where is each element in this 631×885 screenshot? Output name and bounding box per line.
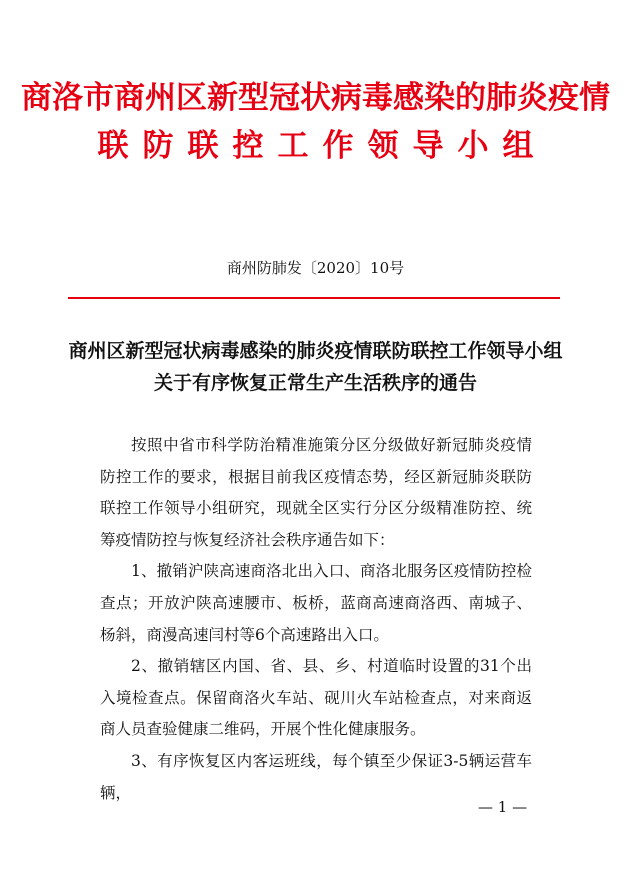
red-separator-rule — [68, 297, 560, 299]
body-paragraph-item-2: 2、撤销辖区内国、省、县、乡、村道临时设置的31个出入境检查点。保留商洛火车站、砚川火车站检查点，对来商返商人员查验健康二维码，开展个性化健康服务。 — [100, 657, 532, 739]
page-number: — 1 — — [478, 798, 528, 816]
issuer-header-line-2: 联防联控工作领导小组 — [97, 128, 548, 164]
document-title-line-2: 关于有序恢复正常生产生活秩序的通告 — [153, 372, 477, 394]
document-number: 商州防肺发〔2020〕10号 — [226, 259, 405, 277]
body-paragraph-intro: 按照中省市科学防治精准施策分区分级做好新冠肺炎疫情防控工作的要求，根据目前我区疫情态势，经区新冠肺炎联防联控工作领导小组研究，现就全区实行分区分级精准防控、统筹疫情防控与恢复经济社会秩序通告如下： — [100, 436, 532, 549]
document-body — [100, 430, 532, 809]
body-paragraph-item-1: 1、撤销沪陕高速商洛北出入口、商洛北服务区疫情防控检查点；开放沪陕高速腰市、板桥，蓝商高速商洛西、南城子、杨斜，商漫高速闫村等6个高速路出入口。 — [100, 562, 532, 644]
document-title-line-1: 商州区新型冠状病毒感染的肺炎疫情联防联控工作领导小组 — [68, 340, 563, 362]
body-paragraph-item-3: 3、有序恢复区内客运班线，每个镇至少保证3-5辆运营车辆， — [100, 751, 532, 802]
issuer-header-line-1: 商洛市商州区新型冠状病毒感染的肺炎疫情 — [21, 80, 610, 116]
